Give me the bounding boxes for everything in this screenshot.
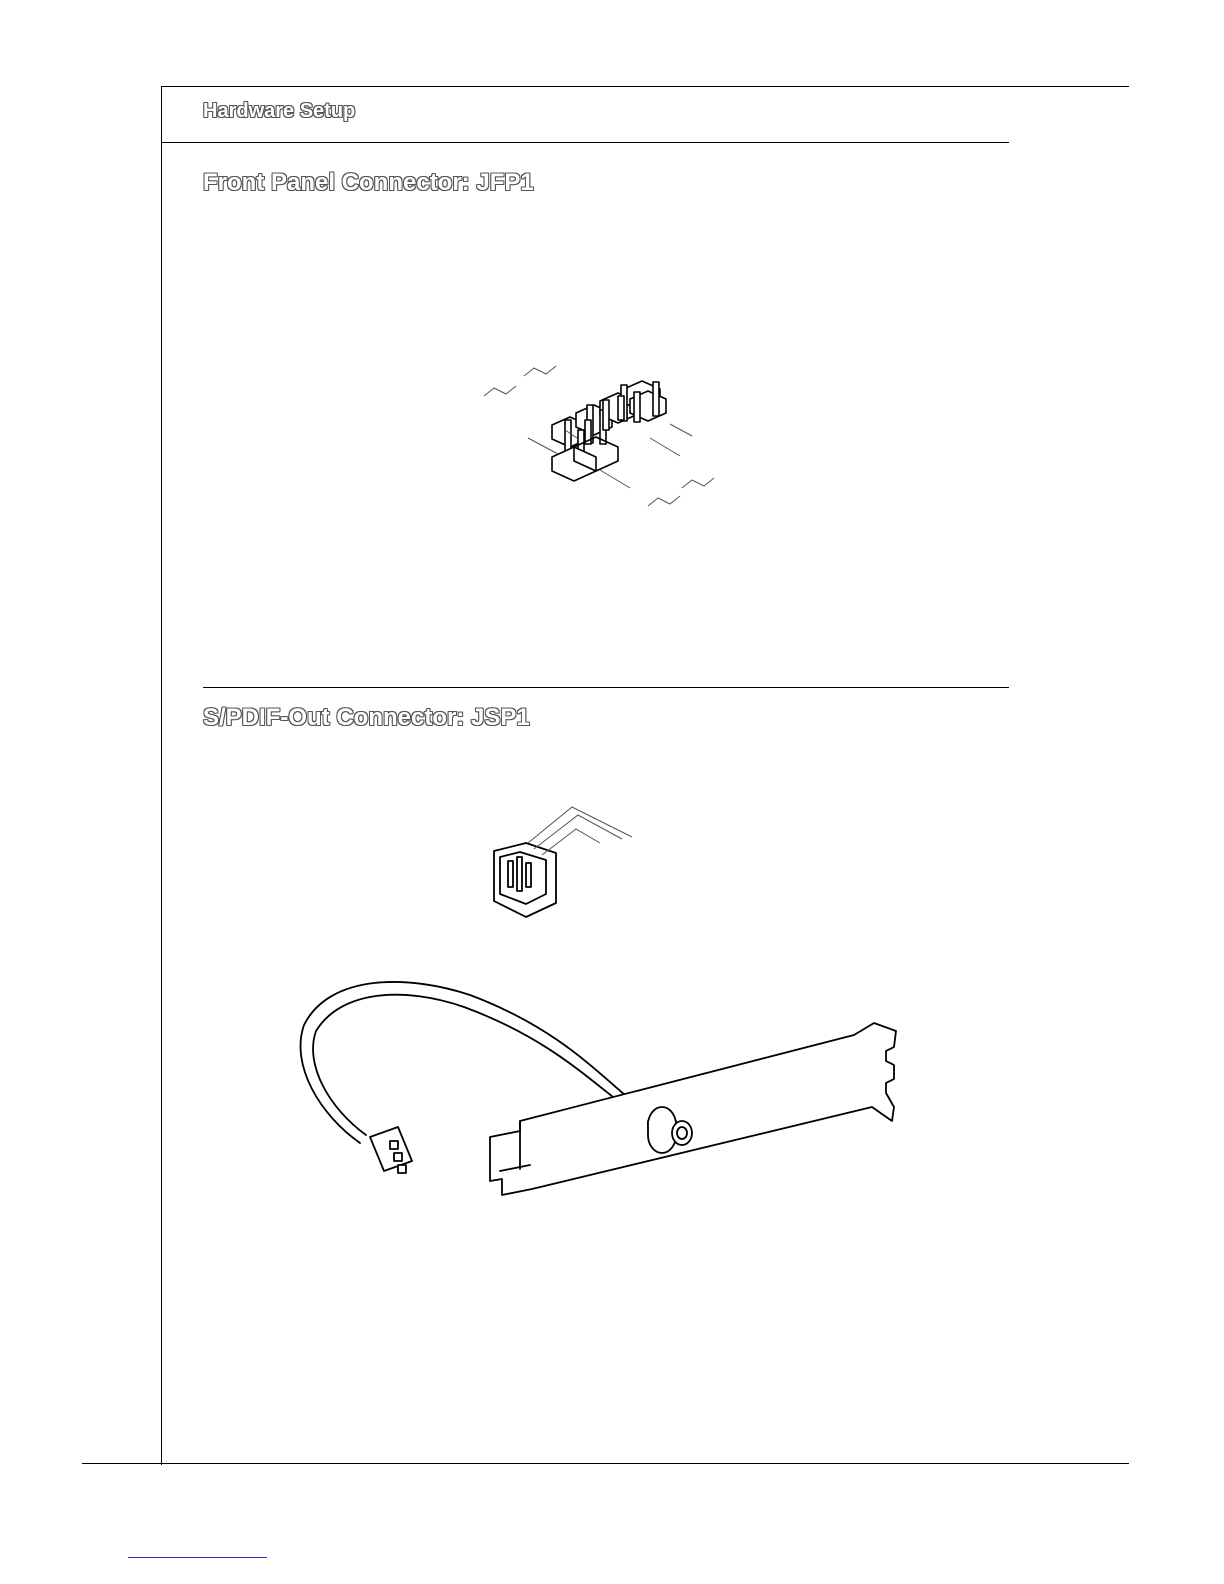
- margin-rule: [161, 86, 162, 1465]
- top-rule: [161, 86, 1129, 87]
- chapter-title: Hardware Setup: [203, 100, 356, 122]
- pin-header-2x5-icon: [470, 360, 730, 520]
- section-title-jsp1: S/PDIF-Out Connector: JSP1: [203, 704, 530, 731]
- header-rule: [161, 142, 1009, 143]
- bottom-rule: [82, 1463, 1129, 1464]
- pin-header-3pin-icon: [490, 805, 640, 925]
- section-title-jfp1: Front Panel Connector: JFP1: [203, 169, 534, 196]
- footer-link-underline[interactable]: [128, 1557, 267, 1558]
- section-divider: [203, 687, 1009, 688]
- spdif-bracket-cable-icon: [290, 975, 920, 1205]
